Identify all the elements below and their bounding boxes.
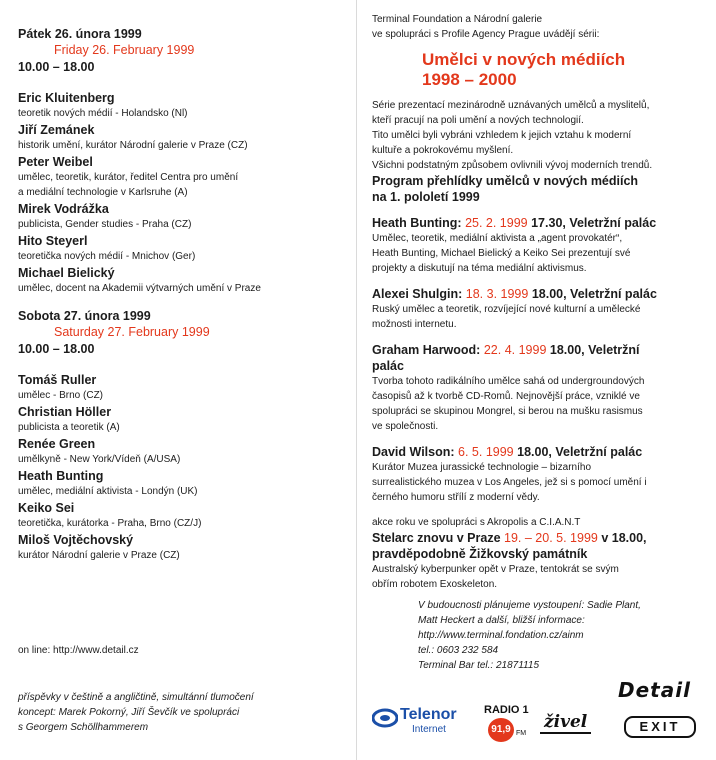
description-line: kultuře a pokrokovému myšlení. [372,145,514,156]
day-title-en: Friday 26. February 1999 [54,43,195,57]
event-artist: Alexei Shulgin: [372,287,463,301]
speaker [18,265,348,296]
radio1-frequency-value: 91,9 [491,724,511,735]
speaker-description: teoretička, kurátorka - Praha, Brno (CZ/J) [18,518,202,529]
event-text-line: Ruský umělec a teoretik, rozvíjející nové kulturní a umělecké [372,304,641,315]
event-heading [372,286,708,302]
speaker [18,154,348,200]
event-text [372,302,708,332]
event-time-venue: 18.00, Veletržní palác [531,287,657,301]
detail-logo: Detail [618,678,691,702]
exit-logo [624,716,696,738]
speaker-name: Tomáš Ruller [18,373,97,387]
event-date: 18. 3. 1999 [465,287,529,301]
event-date: 22. 4. 1999 [483,343,547,357]
future-url[interactable]: http://www.terminal.fondation.cz/ainm [418,630,584,641]
speaker-description: umělkyně - New York/Vídeň (A/USA) [18,454,181,465]
intro-line: Terminal Foundation a Národní galerie [372,14,543,25]
event-date: 25. 2. 1999 [465,216,528,230]
event-text-line: časopisů až k tvorbě CD-Romů. Nejnovější práce, vzniklé ve [372,391,640,402]
speaker [18,122,348,153]
event-text-line: černého humoru střílí z moderní vědy. [372,492,540,503]
fold-line [356,0,357,760]
event-heading [372,342,672,374]
day-time: 10.00 – 18.00 [18,60,95,74]
speaker [18,233,348,264]
event-text-line: projekty a diskutují na téma mediální aktivismus. [372,263,587,274]
special-event [372,515,708,592]
event-time-venue: 18.00, Veletržní palác [517,445,643,459]
event-artist: David Wilson: [372,445,455,459]
speaker-name: Christian Höller [18,405,112,419]
speaker [18,468,348,499]
future-bar-phone: Terminal Bar tel.: 21871115 [418,660,540,671]
special-event-title: Stelarc znovu v Praze [372,531,501,545]
special-event-venue: pravděpodobně Žižkovský památník [372,547,588,561]
event-time-venue: 17.30, Veletržní palác [531,216,657,230]
day-block-saturday [18,308,348,358]
program-title [372,173,708,205]
day-title-cz: Sobota 27. února 1999 [18,309,151,323]
event [372,342,708,434]
special-event-time: v 18.00, [601,531,647,545]
event-text [372,460,708,505]
event-heading [372,215,708,231]
event-text-line: Heath Bunting, Michael Bielický a Keiko Sei prezentují své [372,248,631,259]
radio1-wordmark: RADIO 1 [484,704,529,716]
series-description [372,98,708,173]
radio1-frequency [488,718,514,742]
speaker [18,404,348,435]
zivel-logo: živel [540,712,591,734]
event-artist: Heath Bunting: [372,216,462,230]
event-artist: Graham Harwood: [372,343,481,357]
speaker-description: umělec - Brno (CZ) [18,390,104,401]
event-heading [372,444,708,460]
event-text-line: ve společnosti. [372,421,439,432]
left-column [18,26,348,564]
online-link[interactable]: on line: http://www.detail.cz [18,645,139,656]
event-text-line: možnosti internetu. [372,319,457,330]
event-time-venue: 18.00, Veletržní palác [372,343,640,373]
headline-years: 1998 – 2000 [422,70,517,89]
day-time: 10.00 – 18.00 [18,342,95,356]
speaker-description: teoretička nových médií - Mnichov (Ger) [18,251,196,262]
event-text [372,374,708,434]
special-event-date: 19. – 20. 5. 1999 [504,531,598,545]
day-title-en: Saturday 27. February 1999 [54,325,210,339]
speaker-name: Mirek Vodrážka [18,202,109,216]
telenor-swirl-icon [372,708,398,728]
speaker-name: Eric Kluitenberg [18,91,115,105]
speaker [18,436,348,467]
event-text-line: Kurátor Muzea jurassické technologie – bizarního [372,462,592,473]
speaker-description: teoretik nových médií - Holandsko (Nl) [18,108,188,119]
future-line: Matt Heckert a další, bližší informace: [418,615,585,626]
speaker-list [18,90,348,296]
event [372,444,708,505]
headline [422,50,708,90]
credits-line: s Georgem Schöllhammerem [18,722,149,733]
event-text-line: obřím robotem Exoskeleton. [372,579,498,590]
description-line: Tito umělci byli vybráni vzhledem k jejich vztahu k moderní [372,130,632,141]
speaker-description-cont: a mediální technologie v Karlsruhe (A) [18,187,188,198]
event [372,286,708,332]
description-line: kteří pracují na poli umění a nových technologií. [372,115,584,126]
speaker-description: historik umění, kurátor Národní galerie v Praze (CZ) [18,140,248,151]
speaker-name: Miloš Vojtěchovský [18,533,134,547]
program-title-line: na 1. pololetí 1999 [372,190,480,204]
speaker [18,90,348,121]
sponsor-logos [372,676,708,756]
program-title-line: Program přehlídky umělců v nových médiích [372,174,639,188]
event-text [372,231,708,276]
speaker [18,372,348,403]
speaker-name: Renée Green [18,437,96,451]
telenor-sub: Internet [412,724,446,735]
telenor-wordmark: Telenor [400,706,457,723]
telenor-logo [372,706,472,740]
credits [18,690,348,735]
speaker-description: publicista a teoretik (A) [18,422,120,433]
speaker-list [18,372,348,563]
intro-line: ve spolupráci s Profile Agency Prague uvádějí sérii: [372,29,600,40]
speaker-name: Jiří Zemánek [18,123,95,137]
future-phone: tel.: 0603 232 584 [418,645,499,656]
day-block-friday [18,26,348,76]
speaker-name: Hito Steyerl [18,234,88,248]
speaker [18,201,348,232]
special-event-heading [372,530,708,546]
description-line: Série prezentací mezinárodně uznávaných umělců a myslitelů, [372,100,650,111]
speaker-name: Michael Bielický [18,266,115,280]
event-text-line: Australský kyberpunker opět v Praze, tentokrát se svým [372,564,619,575]
event-date: 6. 5. 1999 [458,445,514,459]
event-text-line: surrealistického muzea v Los Angeles, jež si s pomocí umění i [372,477,647,488]
special-event-intro: akce roku ve spolupráci s Akropolis a C.I.A.N.T [372,517,581,528]
special-event-text [372,562,708,592]
speaker-description: kurátor Národní galerie v Praze (CZ) [18,550,180,561]
event-text-line: spolupráci se skupinou Mongrel, si berou na mušku rasismus [372,406,643,417]
day-title-cz: Pátek 26. února 1999 [18,27,142,41]
right-column [372,12,708,673]
speaker [18,532,348,563]
event [372,215,708,276]
speaker-description: publicista, Gender studies - Praha (CZ) [18,219,192,230]
future-info [418,598,708,673]
speaker-description: umělec, teoretik, kurátor, ředitel Centra pro umění [18,172,239,183]
credits-line: koncept: Marek Pokorný, Jiří Ševčík ve spolupráci [18,707,240,718]
event-text-line: Umělec, teoretik, mediální aktivista a „agent provokatér“, [372,233,623,244]
speaker-description: umělec, mediální aktivista - Londýn (UK) [18,486,198,497]
speaker-name: Peter Weibel [18,155,93,169]
speaker-name: Heath Bunting [18,469,104,483]
description-line: Všichni podstatným způsobem ovlivnili vývoj moderních trendů. [372,160,653,171]
speaker-name: Keiko Sei [18,501,75,515]
credits-line: příspěvky v češtině a angličtině, simultánní tlumočení [18,692,254,703]
event-text-line: Tvorba tohoto radikálního umělce sahá od undergroundových [372,376,645,387]
future-line: V budoucnosti plánujeme vystoupení: Sadie Plant, [418,600,641,611]
radio1-unit: FM [516,730,527,737]
radio1-logo [484,704,528,746]
speaker [18,500,348,531]
headline-title: Umělci v nových médiích [422,50,626,69]
exit-wordmark: EXIT [639,719,681,734]
speaker-description: umělec, docent na Akademii výtvarných umění v Praze [18,283,261,294]
intro [372,12,708,42]
